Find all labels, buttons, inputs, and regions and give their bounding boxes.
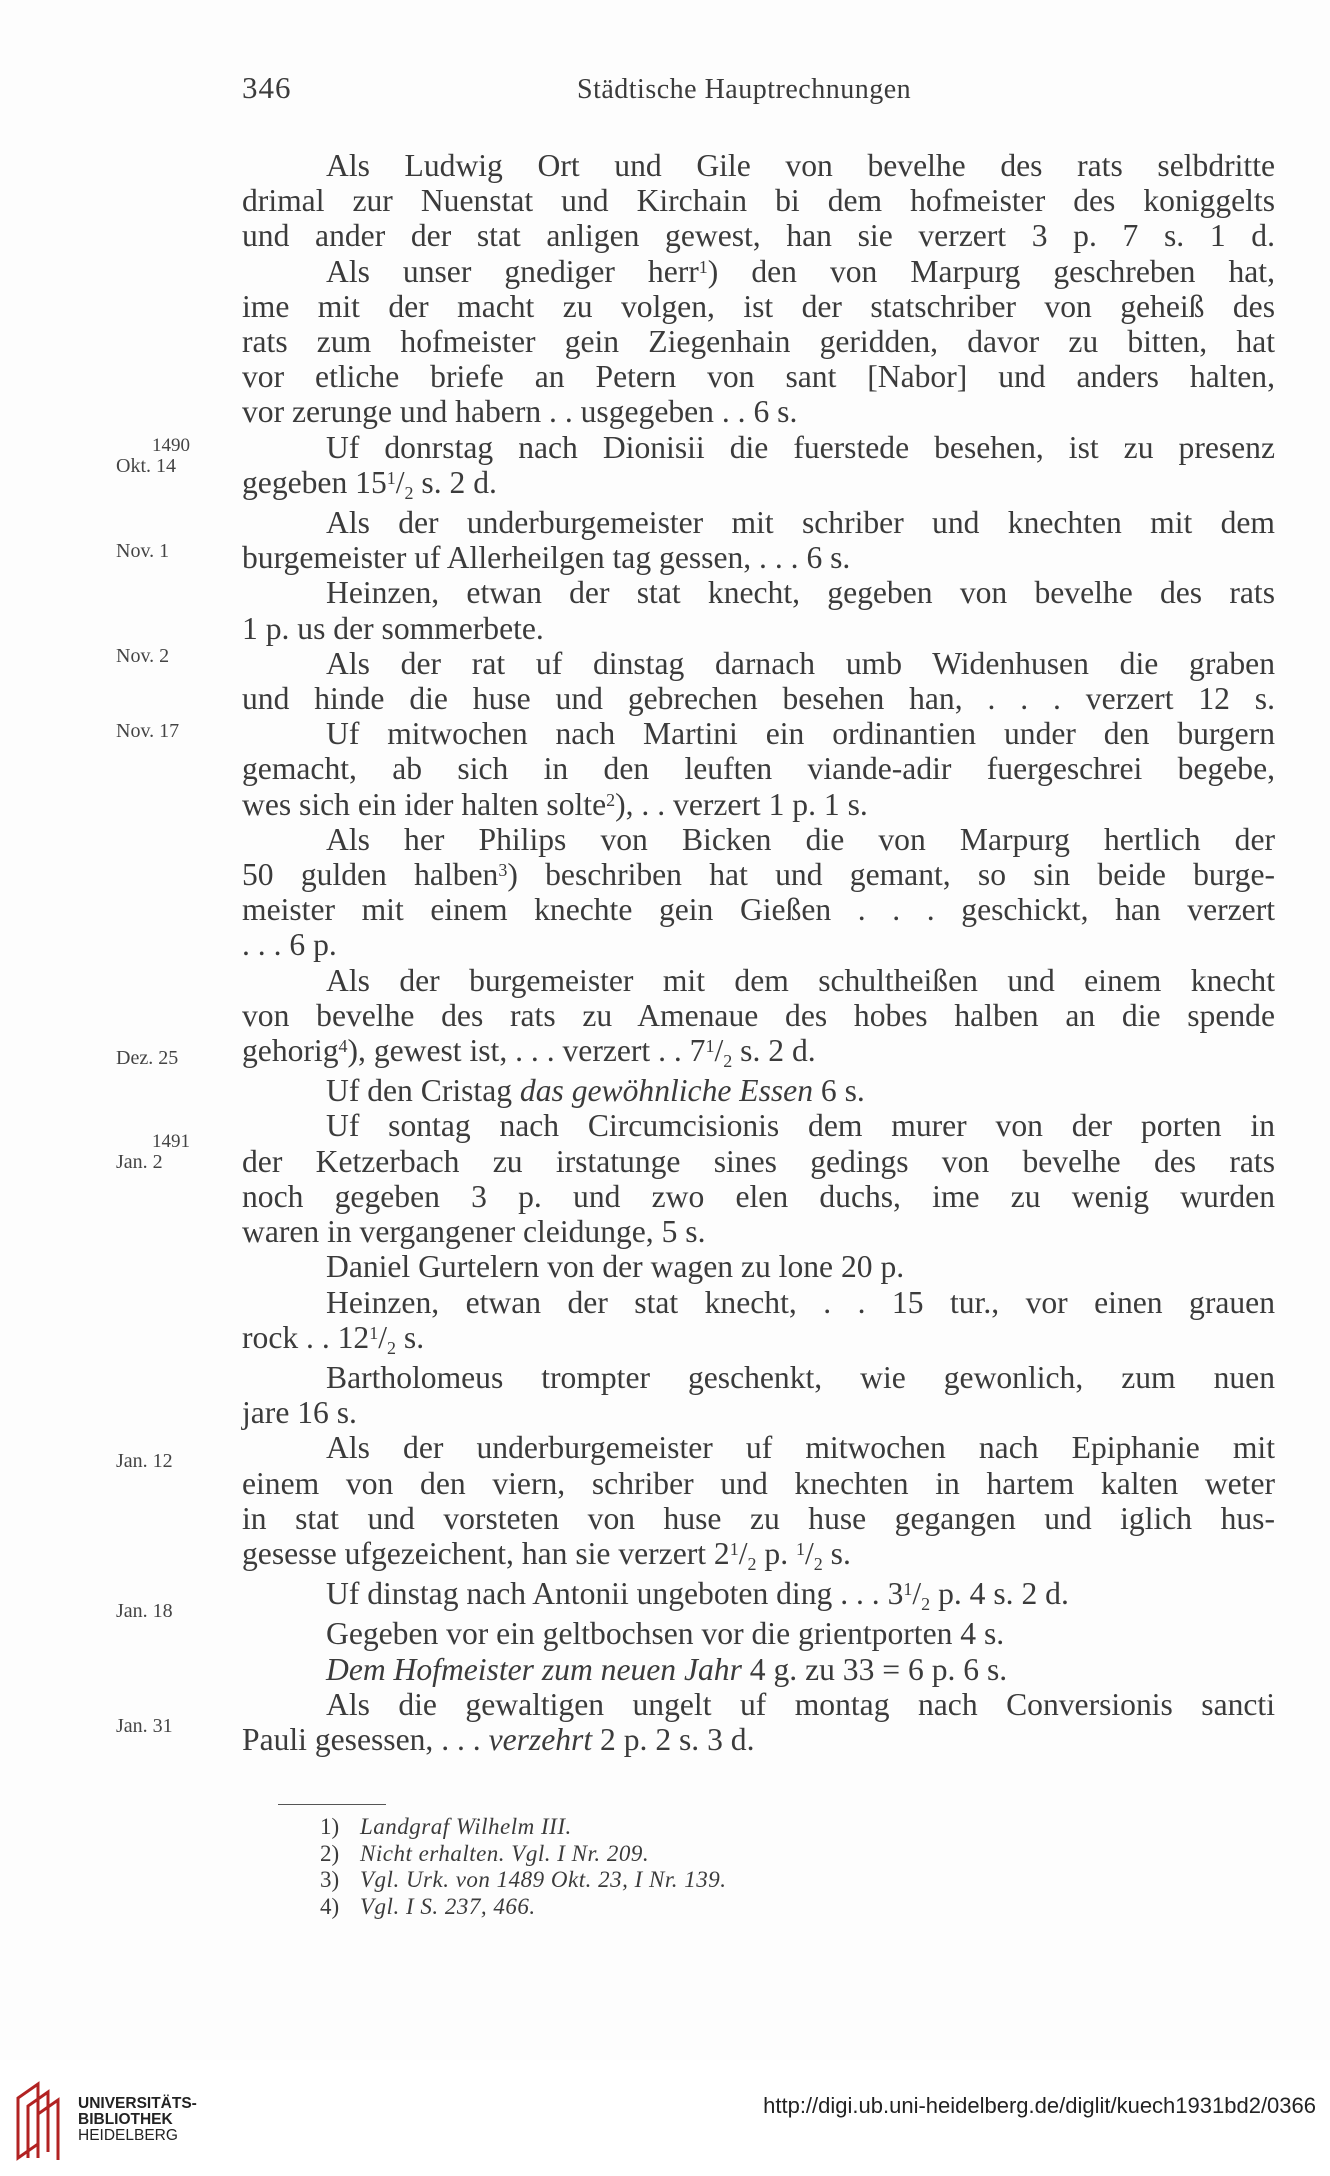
footnote-separator	[278, 1804, 386, 1805]
main-text	[242, 148, 1275, 1757]
library-logo-icon	[14, 2078, 66, 2162]
margin-note	[116, 1048, 178, 1068]
paragraph: Uf sontag nach Circumcisionis dem murer von der porten in der Ketzerbach zu irstatunge sines gedings von bevelhe des rats noch gegeben 3 p. und zwo elen duchs, ime zu wenig wurden waren in vergangener cleidunge, 5 s.	[242, 1108, 1275, 1250]
margin-note	[116, 541, 169, 561]
running-title: Städtische Hauptrechnungen	[577, 74, 912, 105]
paragraph: Heinzen, etwan der stat knecht, gegeben von bevelhe des rats 1 p. us der sommerbete.	[242, 575, 1275, 646]
margin-date: Dez. 25	[116, 1047, 179, 1069]
margin-year: 1490	[152, 435, 190, 456]
margin-date: Nov. 17	[116, 720, 180, 742]
footnote: 4) Vgl. I S. 237, 466.	[320, 1893, 536, 1919]
margin-year: 1491	[152, 1131, 190, 1152]
footnote: 2) Nicht erhalten. Vgl. I Nr. 209.	[320, 1840, 650, 1866]
margin-date: Nov. 2	[116, 645, 170, 667]
footnotes	[320, 1814, 727, 1920]
footnote-ref: 4	[338, 1036, 348, 1057]
paragraph: Uf dinstag nach Antonii ungeboten ding . . . $3^1/2$ p. 4 s. 2 d.	[326, 1576, 1069, 1615]
paragraph: Bartholomeus trompter geschenkt, wie gewonlich, zum nuen jare 16 s.	[242, 1359, 1275, 1431]
paragraph: Heinzen, etwan der stat knecht, . . 15 tur., vor einen grauen rock . . $12^1/2$ s.	[242, 1284, 1275, 1358]
margin-date: Nov. 1	[116, 540, 170, 562]
footnote-ref: 3	[498, 860, 508, 881]
margin-date: Jan. 31	[116, 1715, 173, 1737]
margin-date: Jan. 2	[116, 1151, 163, 1173]
margin-note	[116, 1716, 173, 1736]
paragraph: Dem Hofmeister zum neuen Jahr 4 g. zu 33 = 6 p. 6 s.	[326, 1651, 1008, 1687]
paragraph: Uf mitwochen nach Martini ein ordinantien under den burgern gemacht, ab sich in den leuften viande-adir fuergeschrei begebe, wes sich ein ider halten solte$^2$), . . verzert 1 p. 1 s.	[242, 716, 1275, 822]
footnote: 3) Vgl. Urk. von 1489 Okt. 23, I Nr. 139.	[320, 1867, 727, 1892]
paragraph: Als der underburgemeister uf mitwochen nach Epiphanie mit einem von den viern, schriber und knechten in hartem kalten weter in stat und vorsteten von huse zu huse gegangen und iglich hus- gesesse ufgezeichent, han sie verzert $2^1/2$ p. $^1$/2 s.	[242, 1430, 1275, 1574]
margin-note	[116, 1451, 173, 1471]
margin-note	[116, 436, 190, 476]
margin-note	[116, 1601, 173, 1621]
footnote-ref: 2	[606, 789, 616, 810]
margin-date: Okt. 14	[116, 455, 176, 477]
margin-date: Jan. 18	[116, 1600, 173, 1622]
paragraph: Als der burgemeister mit dem schultheißen und einem knecht von bevelhe des rats zu Amenaue des hobes halben an die spende gehorig$^4$), gewest ist, . . . verzert . . $7^1/2$ s. 2 d.	[242, 962, 1275, 1072]
paragraph: Uf den Cristag das gewöhnliche Essen 6 s.	[326, 1073, 865, 1109]
page-number: 346	[242, 70, 292, 105]
margin-note	[116, 721, 179, 741]
paragraph: Uf donrstag nach Dionisii die fuerstede besehen, ist zu presenz gegeben $15^1/2$ s. 2 d.	[242, 429, 1275, 503]
paragraph: Als der underburgemeister mit schriber und knechten mit dem burgemeister uf Allerheilgen tag gessen, . . . 6 s.	[242, 505, 1275, 576]
footnote-ref: 1	[698, 256, 708, 277]
footnote: 1) Landgraf Wilhelm III.	[320, 1814, 572, 1839]
paragraph: Als die gewaltigen ungelt uf montag nach Conversionis sancti Pauli gesessen, . . . verzehrt 2 p. 2 s. 3 d.	[242, 1686, 1275, 1757]
library-logo-text: UNIVERSITÄTS- BIBLIOTHEK HEIDELBERG	[78, 2095, 197, 2144]
source-url-link[interactable]: http://digi.ub.uni-heidelberg.de/diglit/kuech1931bd2/0366	[763, 2093, 1316, 2118]
paragraph: Als der rat uf dinstag darnach umb Widenhusen die graben und hinde die huse und gebrechen besehen han, . . . verzert 12 s.	[242, 645, 1275, 717]
paragraph: Als Ludwig Ort und Gile von bevelhe des rats selbdritte drimal zur Nuenstat und Kirchain bi dem hofmeister des koniggelts und ander der stat anligen gewest, han sie verzert 3 p. 7 s. 1 d.	[242, 148, 1275, 254]
paragraph: Als her Philips von Bicken die von Marpurg hertlich der 50 gulden halben$^3$) beschriben hat und gemant, so sin beide burge- meister mit einem knechte gein Gießen . . . geschickt, han verzert . . . 6 p.	[242, 821, 1276, 963]
paragraph: Daniel Gurtelern von der wagen zu lone 20 p.	[326, 1249, 905, 1285]
margin-note	[116, 646, 169, 666]
margin-date: Jan. 12	[116, 1450, 173, 1472]
paragraph: Als unser gnediger herr$^1$) den von Marpurg geschreben hat, ime mit der macht zu volgen, ist der statschriber von geheiß des rats zum hofmeister gein Ziegenhain geridden, davor zu bitten, hat vor etliche briefe an Petern von sant [Nabor] und anders halten, vor zerunge und habern . . usgegeben . . 6 s.	[242, 253, 1275, 430]
margin-note	[116, 1132, 190, 1172]
paragraph: Gegeben vor ein geltbochsen vor die grientporten 4 s.	[326, 1616, 1005, 1652]
